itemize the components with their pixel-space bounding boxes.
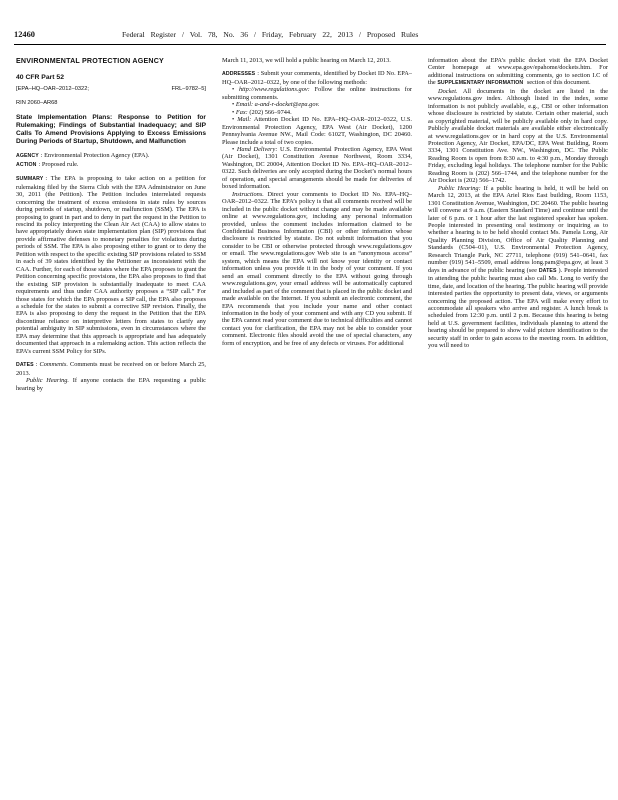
- public-hearing-label: Public Hearing.: [26, 377, 70, 385]
- comments-label: Comments.: [39, 361, 68, 369]
- addresses-label: ADDRESSES: [222, 71, 256, 78]
- action-paragraph: [16, 161, 206, 169]
- agency-label: AGENCY: [16, 153, 39, 160]
- action-text: : Proposed rule.: [38, 160, 79, 168]
- instructions-text: Direct your comments to Docket ID No. EPA–HQ–OAR–2012–0322. The EPA’s policy is that all comments received will be included in the public docket without change and may be made available online at www.regulations.gov, including any personal information provided, unless the comment includes information claimed to be Confidential Business Information (CBI) or other information whose disclosure is restricted by statute. Do not submit information that you consider to be CBI or otherwise protected through www.regulations.gov or email. The www.regulations.gov Web site is an “anonymous access” system, which means the EPA will not know your identity or contact information unless you provide it in the body of your comment. If you send an email comment directly to the EPA without going through www.regulations.gov, your email address will be automatically captured and included as part of the comment that is placed in the public docket and made available on the Internet. If you submit an electronic comment, the EPA recommends that you include your name and other contact information in the body of your comment and with any CD you submit. If the EPA cannot read your comment due to technical difficulties and cannot contact you for clarification, the EPA may not be able to consider your comment. Electronic files should avoid the use of special characters, any form of encryption, and be free of any defects or viruses. For additional: [222, 190, 412, 347]
- email-address[interactable]: a-and-r-docket@epa.gov.: [253, 101, 320, 109]
- addresses-paragraph: [222, 70, 412, 86]
- bullet-mail: • Mail: Attention Docket ID No. EPA–HQ–OAR–2012–0322, U.S. Environmental Protection Agency, EPA West (Air Docket), 1200 Pennsylvania Avenue NW., Mail Code: 6102T, Washington, DC 20460. Please include a total of two copies.: [222, 116, 412, 146]
- rin-number: RIN 2060–AR68: [16, 99, 58, 106]
- summary-paragraph: [16, 175, 206, 355]
- fax-label: Fax:: [235, 108, 248, 116]
- action-label: ACTION: [16, 161, 37, 168]
- bullet-website: • http://www.regulations.gov: Follow the online instructions for submitting comments.: [222, 86, 412, 101]
- docket-paragraph: [428, 88, 608, 185]
- hand-delivery-text: U.S. Environmental Protection Agency, EPA West (Air Docket), 1301 Constitution Avenue Northwest, Room 3334, Washington, DC 20004, Attention Docket ID No. EPA–HQ–OAR–2012–0322. Such deliveries are only accepted during the Docket’s normal hours of operation, and special arrangements should be made for deliveries of boxed information.: [222, 145, 412, 191]
- supplementary-label: SUPPLEMENTARY INFORMATION: [437, 80, 524, 87]
- hearing-paragraph: [16, 377, 206, 392]
- public-hearing-text-2: ). People interested in attending the public hearing must also call Ms. Long to verify the time, date, and location of the hearing. The public hearing will provide interested parties the opportunity to present data, views, or arguments concerning the proposed action. The EPA will make every effort to accommodate all speakers who arrive and register. A lunch break is scheduled from 12:30 p.m. until 2 p.m. Because this hearing is being held at U.S. government facilities, individuals planning to attend the hearing should be prepared to show valid picture identification to the security staff in order to gain access to the meeting room. In addition, you will need to: [428, 266, 608, 350]
- addresses-text: : Submit your comments, identified by Docket ID No. EPA–HQ–OAR–2012–0322, by one of the following methods:: [222, 70, 412, 86]
- bullet-hand-delivery: • Hand Delivery: U.S. Environmental Protection Agency, EPA West (Air Docket), 1301 Constitution Avenue Northwest, Room 3334, Washington, DC 20004, Attention Docket ID No. EPA–HQ–OAR–2012–0322. Such deliveries are only accepted during the Docket’s normal hours of operation, and special arrangements should be made for deliveries of boxed information.: [222, 145, 412, 191]
- frl-number: FRL–9782–5]: [171, 85, 206, 92]
- mail-label: Mail:: [237, 116, 252, 124]
- continued-text: March 11, 2013, we will hold a public hearing on March 12, 2013.: [222, 57, 391, 64]
- fax-number: (202) 566–9744.: [247, 108, 292, 116]
- continued-text: [428, 57, 608, 88]
- running-header: [14, 30, 604, 44]
- hand-delivery-label: Hand Delivery:: [236, 145, 278, 153]
- summary-text: : The EPA is proposing to take action on a petition for rulemaking filed by the Sierra Club with the EPA Administrator on June 30, 2011 (the Petition). The Petition includes interrelated requests concerning the treatment of excess emissions in state rules by sources during periods of startup, shutdown, or malfunction (SSM). The EPA is proposing to grant in part and to deny in part the request in the Petition to rescind its policy interpreting the Clean Air Act (CAA) to allow states to have appropriately drawn state implementation plan (SIP) provisions that provide affirmative defenses to monetary penalties for violations during periods of SSM. The EPA is also proposing either to grant or to deny the Petition with respect to the specific existing SIP provisions related to SSM in each of 39 states identified by the Petitioner as inconsistent with the CAA. Further, for each of those states where the EPA proposes to grant the Petition concerning specific provisions, the EPA also proposes to find that the existing SIP provision is substantially inadequate to meet CAA requirements and thus under CAA authority proposes a “SIP call.” For those states for which the EPA proposes a SIP call, the EPA also proposes a schedule for the states to submit a corrective SIP revision. Finally, the EPA is also proposing to deny the request in the Petition that the EPA discontinue reliance on interpretive letters from states to clarify any potential ambiguity in SIP submissions, even in circumstances where the EPA may determine that this approach is appropriate and has adequately documented that approach in a rulemaking action. This action reflects the EPA’s current SSM Policy for SIPs.: [16, 175, 206, 355]
- dates-reference: DATES: [538, 267, 557, 274]
- section-text: section of this document.: [525, 79, 591, 87]
- agency-heading: ENVIRONMENTAL PROTECTION AGENCY: [16, 57, 164, 65]
- public-hearing-text: If a public hearing is held, it will be held on March 12, 2013, at the EPA Ariel Rios East building, Room 1153, 1301 Constitution Avenue, Washington, DC 20460. The public hearing will convene at 9 a.m. (Eastern Standard Time) and continue until the later of 6 p.m. or 1 hour after the last registered speaker has spoken. People interested in presenting oral testimony or inquiring as to whether a hearing is to be held should contact Ms. Pamela Long, Air Quality Planning Division, Office of Air Quality Planning and Standards (C504–01), U.S. Environmental Protection Agency, Research Triangle Park, NC 27711, telephone (919) 541–0641, fax number (919) 541–5509, email address long.pam@epa.gov, at least 3 days in advance of the public hearing (see: [428, 184, 608, 274]
- dates-text: Comments must be received on or before March 25, 2013.: [16, 361, 206, 377]
- docket-info-text: information about the EPA’s public docket visit the EPA Docket Center homepage at www.epa.gov/epahome/dockets.htm. For additional instructions on submitting comments, go to section I.C of the: [428, 57, 608, 87]
- docket-number: [EPA–HQ–OAR–2012–0322;: [16, 85, 89, 92]
- docket-label: Docket.: [438, 87, 458, 95]
- dates-label: DATES: [16, 362, 34, 369]
- hearing-text: If anyone contacts the EPA requesting a public hearing by: [16, 377, 206, 392]
- column-2: [222, 57, 412, 792]
- summary-label: SUMMARY: [16, 176, 44, 183]
- public-hearing-paragraph: [428, 185, 608, 350]
- dates-paragraph: DATES : Comments. Comments must be received on or before March 25, 2013.: [16, 361, 206, 377]
- agency-paragraph: [16, 152, 206, 160]
- docket-text: All documents in the docket are listed in the www.regulations.gov index. Although listed in the index, some information is not publicly available, e.g., CBI or other information whose disclosure is restricted by statute. Certain other material, such as copyrighted material, will be publicly available only in hard copy. Publicly available docket materials are available either electronically at www.regulations.gov or in hard copy at the U.S. Environmental Protection Agency, Air Docket, EPA/DC, EPA West Building, Room 3334, 1301 Constitution Ave. NW., Washington, DC. The Public Reading Room is open from 8:30 a.m. to 4:30 p.m., Monday through Friday, excluding legal holidays. The telephone number for the Public Reading Room is (202) 566–1744, and the telephone number for the Air Docket is (202) 566–1742.: [428, 87, 608, 185]
- column-3: [428, 57, 608, 792]
- public-hearing-label: Public Hearing:: [438, 184, 481, 192]
- instructions-paragraph: [222, 191, 412, 348]
- instructions-label: Instructions.: [232, 190, 264, 198]
- regulations-link[interactable]: http://www.regulations.gov:: [238, 86, 310, 94]
- bullet-website-text: Follow the online instructions for submitting comments.: [222, 86, 412, 101]
- column-1: [16, 57, 206, 792]
- bullet-fax: • Fax: (202) 566–9744.: [232, 108, 292, 116]
- mail-text: Attention Docket ID No. EPA–HQ–OAR–2012–0322, U.S. Environmental Protection Agency, EPA West (Air Docket), 1200 Pennsylvania Avenue NW., Mail Code: 6102T, Washington, DC 20460. Please include a total of two copies.: [222, 116, 412, 146]
- cfr-part: 40 CFR Part 52: [16, 73, 64, 81]
- page-number: 12460: [14, 30, 35, 39]
- email-label: Email:: [235, 101, 254, 109]
- document-title: State Implementation Plans: Response to Petition for Rulemaking; Findings of Substantial Inadequacy; and SIP Calls To Amend Provisions Applying to Excess Emissions During Periods of Startup, Shutdown, and Malfunction: [16, 113, 206, 146]
- running-head: Federal Register / Vol. 78, No. 36 / Friday, February 22, 2013 / Proposed Rules: [122, 30, 419, 39]
- agency-text: : Environmental Protection Agency (EPA).: [40, 152, 150, 160]
- docket-line: [16, 85, 206, 93]
- header-rule: [14, 44, 606, 45]
- bullet-email: • Email: a-and-r-docket@epa.gov.: [232, 101, 320, 109]
